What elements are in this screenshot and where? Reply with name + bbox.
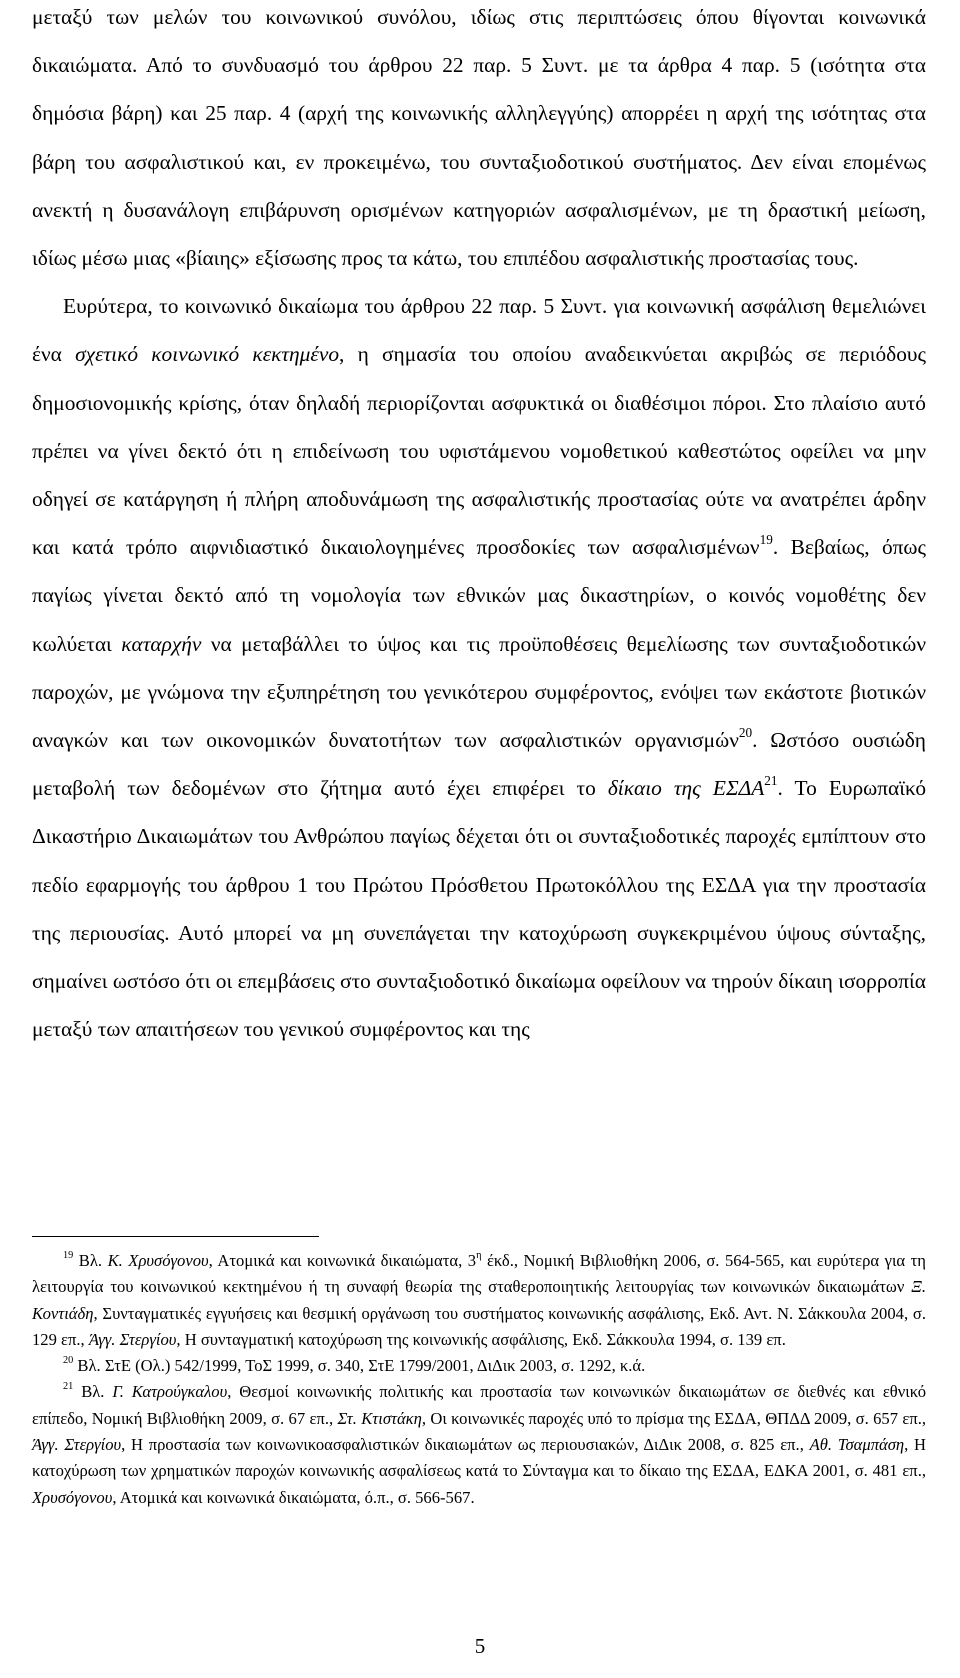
- paragraph-1-text: μεταξύ των μελών του κοινωνικού συνόλου, ιδίως στις περιπτώσεις όπου θίγονται κοινωνικά δικαιώματα. Από το συνδυασμό του άρθρου 22 παρ. 5 Συντ. με τα άρθρα 4 παρ. 5 (ισότητα στα δημόσια βάρη) και 25 παρ. 4 (αρχή της κοινωνικής αλληλεγγύης) απορρέει η αρχή της ισότητας στα βάρη του ασφαλιστικού και, εν προκειμένω, του συνταξιοδοτικού συστήματος. Δεν είναι επομένως ανεκτή η δυσανάλογη επιβάρυνση ορισμένων κατηγοριών ασφαλισμένων, με τη δραστική μείωση, ιδίως μέσω μιας «βίαιης» εξίσωσης προς τα κάτω, του επιπέδου ασφαλιστικής προστασίας τους.: [32, 5, 926, 271]
- paragraph-1: [32, 0, 926, 282]
- footnote-text: , Η κατοχύρωση των χρηματικών παροχών κοινωνικής ασφαλίσεως κατά το Σύνταγμα και το δίκαιο της ΕΣΔΑ, ΕΔΚΑ 2001, σ. 481 επ.,: [32, 1435, 927, 1481]
- footnote-text: , Η συνταγματική κατοχύρωση της κοινωνικής ασφάλισης, Εκδ. Σάκκουλα 1994, σ. 139 επ.: [176, 1329, 786, 1349]
- footnotes-section: [32, 1248, 926, 1511]
- footnote-text: , Συνταγματικές εγγυήσεις και θεσμική οργάνωση του συστήματος κοινωνικής ασφάλισης, Εκδ. Αντ. Ν. Σάκκουλα 2004, σ. 129 επ.,: [32, 1303, 926, 1349]
- author-name: Αθ. Τσαμπάση: [809, 1435, 905, 1455]
- footnote-ref-19[interactable]: 19: [759, 532, 773, 548]
- paragraph-2: [32, 282, 926, 1053]
- footnote-number: 20: [63, 1355, 74, 1367]
- footnote-text: , Η προστασία των κοινωνικοασφαλιστικών δικαιωμάτων ως περιουσιακών, ΔιΔικ 2008, σ. 825 επ.,: [121, 1435, 810, 1455]
- author-name: Στ. Κτιστάκη: [337, 1408, 422, 1428]
- author-name: Χρυσόγονου: [32, 1487, 113, 1507]
- document-page: [32, 0, 926, 1053]
- page-number: 5: [474, 1634, 486, 1658]
- footnote-ref-20[interactable]: 20: [738, 724, 753, 740]
- footnote-20: [32, 1353, 926, 1379]
- author-name: Ξ. Κοντιάδη: [32, 1277, 926, 1323]
- paragraph-2-text: Ευρύτερα, το κοινωνικό δικαίωμα του άρθρου 22 παρ. 5 Συντ. για κοινωνική ασφάλιση θεμελιώνει ένα: [32, 294, 926, 367]
- paragraph-2-text: . Βεβαίως, όπως παγίως γίνεται δεκτό από τη νομολογία των εθνικών μας δικαστηρίων, ο κοινός νομοθέτης δεν κωλύεται: [32, 535, 926, 656]
- main-body-text: [32, 0, 926, 1053]
- footnote-text: , Ατομικά και κοινωνικά δικαιώματα, ό.π., σ. 566-567.: [112, 1487, 475, 1507]
- footnote-text: , Ατομικά και κοινωνικά δικαιώματα, 3: [208, 1251, 477, 1270]
- author-name: Άγγ. Στεργίου: [32, 1435, 122, 1455]
- footnote-number: 21: [63, 1381, 74, 1393]
- footnote-text: Βλ.: [73, 1251, 108, 1270]
- footnote-separator: [32, 1236, 319, 1237]
- footnote-text: Βλ.: [73, 1382, 113, 1402]
- emphasis-text: καταρχήν: [121, 631, 202, 656]
- paragraph-2-text: , η σημασία του οποίου αναδεικνύεται ακριβώς σε περιόδους δημοσιονομικής κρίσης, όταν δηλαδή περιορίζονται ασφυκτικά οι διαθέσιμοι πόροι. Στο πλαίσιο αυτό πρέπει να γίνει δεκτό ότι η επιδείνωση του υφιστάμενου νομοθετικού καθεστώτος οφείλει να μην οδηγεί σε κατάργηση ή πλήρη αποδυνάμωση της ασφαλιστικής προστασίας ούτε να ανατρέπει άρδην και κατά τρόπο αιφνιδιαστικό δικαιολογημένες προσδοκίες των ασφαλισμένων: [32, 342, 926, 560]
- edition-superscript: η: [476, 1249, 482, 1261]
- footnote-ref-21[interactable]: 21: [764, 773, 778, 789]
- footnote-text: Βλ. ΣτΕ (Ολ.) 542/1999, ΤοΣ 1999, σ. 340, ΣτΕ 1799/2001, ΔιΔικ 2003, σ. 1292, κ.ά.: [73, 1356, 646, 1376]
- footnote-21: [32, 1379, 926, 1510]
- footnote-number: 19: [63, 1249, 74, 1261]
- footnote-text: έκδ., Νομική Βιβλιοθήκη 2006, σ. 564-565, και ευρύτερα για τη λειτουργία του κοινωνικού κεκτημένου ή τη συναφή θεωρία της σταθεροποιητικής λειτουργίας των κοινωνικών δικαιωμάτων: [32, 1251, 926, 1297]
- footnote-text: , Οι κοινωνικές παροχές υπό το πρίσμα της ΕΣΔΑ, ΘΠΔΔ 2009, σ. 657 επ.,: [421, 1408, 926, 1428]
- author-name: Γ. Κατρούγκαλου: [112, 1382, 228, 1402]
- footnote-19: [32, 1248, 926, 1353]
- paragraph-2-text: . Ωστόσο ουσιώδη μεταβολή των δεδομένων στο ζήτημα αυτό έχει επιφέρει το: [32, 728, 926, 801]
- author-name: Κ. Χρυσόγονου: [107, 1251, 209, 1270]
- author-name: Άγγ. Στεργίου: [88, 1329, 177, 1349]
- emphasis-text: δίκαιο της ΕΣΔΑ: [607, 776, 765, 801]
- paragraph-2-text: . Το Ευρωπαϊκό Δικαστήριο Δικαιωμάτων του Ανθρώπου παγίως δέχεται ότι οι συνταξιοδοτικές παροχές εμπίπτουν στο πεδίο εφαρμογής του άρθρου 1 του Πρώτου Πρόσθετου Πρωτοκόλλου της ΕΣΔΑ για την προστασία της περιουσίας. Αυτό μπορεί να μη συνεπάγεται την κατοχύρωση συγκεκριμένου ύψους σύνταξης, σημαίνει ωστόσο ότι οι επεμβάσεις στο συνταξιοδοτικό δικαίωμα οφείλουν να τηρούν δίκαιη ισορροπία μεταξύ των απαιτήσεων του γενικού συμφέροντος και της: [32, 776, 927, 1042]
- footnote-text: , Θεσμοί κοινωνικής πολιτικής και προστασία των κοινωνικών δικαιωμάτων σε διεθνές και εθνικό επίπεδο, Νομική Βιβλιοθήκη 2009, σ. 67 επ.,: [32, 1382, 926, 1428]
- emphasis-text: σχετικό κοινωνικό κεκτημένο: [75, 342, 340, 367]
- paragraph-2-text: να μεταβάλλει το ύψος και τις προϋποθέσεις θεμελίωσης των συνταξιοδοτικών παροχών, με γνώμονα την εξυπηρέτηση του γενικότερου συμφέροντος, ενόψει των εκάστοτε βιοτικών αναγκών και των οικονομικών δυνατοτήτων των ασφαλιστικών οργανισμών: [32, 631, 927, 753]
